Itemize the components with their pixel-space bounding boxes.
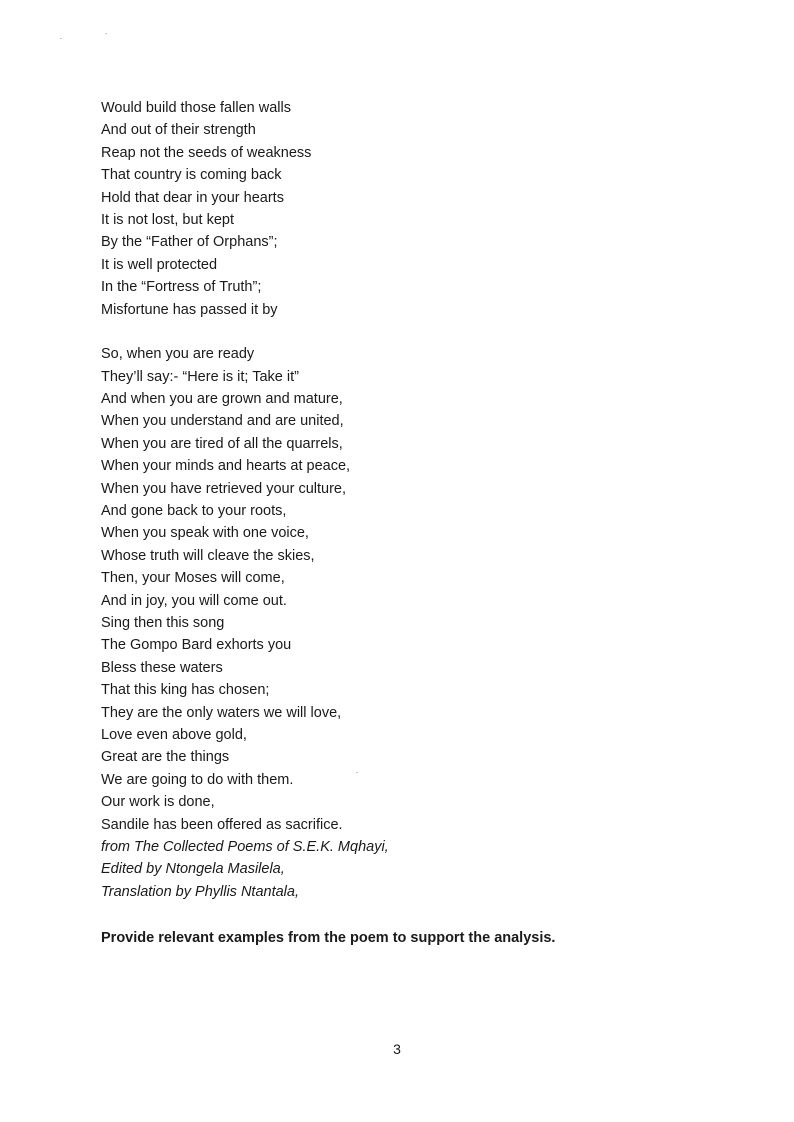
- poem-line: When you have retrieved your culture,: [101, 480, 347, 497]
- poem-citation: [101, 836, 661, 903]
- scan-speck: [60, 38, 62, 39]
- poem-line: They’ll say:- “Here is it; Take it”: [101, 368, 299, 385]
- poem-line: And gone back to your roots,: [101, 503, 287, 520]
- poem-line: And out of their strength: [101, 122, 256, 139]
- poem-line: Then, your Moses will come,: [101, 570, 285, 587]
- poem-line: When you speak with one voice,: [101, 525, 309, 542]
- poem-line: In the “Fortress of Truth”;: [101, 279, 262, 296]
- poem-line: It is well protected: [101, 256, 218, 273]
- poem-line: Reap not the seeds of weakness: [101, 144, 312, 161]
- citation-line: Translation by Phyllis Ntantala,: [101, 883, 299, 900]
- poem-line: Great are the things: [101, 749, 230, 766]
- poem-line: Sing then this song: [101, 614, 225, 631]
- question-prompt: Provide relevant examples from the poem to support the analysis.: [101, 930, 556, 946]
- poem-line: So, when you are ready: [101, 346, 255, 363]
- poem-line: Misfortune has passed it by: [101, 301, 278, 318]
- scan-speck: [356, 772, 358, 773]
- poem-line: Bless these waters: [101, 659, 223, 676]
- poem-line: It is not lost, but kept: [101, 211, 234, 228]
- poem-line: Sandile has been offered as sacrifice.: [101, 816, 343, 833]
- poem-line: That country is coming back: [101, 167, 282, 184]
- scan-speck: [105, 33, 107, 34]
- poem-line: By the “Father of Orphans”;: [101, 234, 278, 251]
- stanza-break: [101, 321, 661, 343]
- poem-stanza-1: [101, 97, 661, 321]
- poem-line: We are going to do with them.: [101, 771, 294, 788]
- poem-stanza-2: [101, 343, 661, 836]
- poem-line: Love even above gold,: [101, 726, 247, 743]
- poem-line: When you understand and are united,: [101, 413, 344, 430]
- poem-line: Hold that dear in your hearts: [101, 189, 284, 206]
- poem-line: That this king has chosen;: [101, 682, 270, 699]
- poem-line: And in joy, you will come out.: [101, 592, 287, 609]
- page-number: 3: [393, 1041, 401, 1057]
- poem-line: And when you are grown and mature,: [101, 391, 343, 408]
- poem-line: The Gompo Bard exhorts you: [101, 637, 292, 654]
- citation-line: from The Collected Poems of S.E.K. Mqhayi,: [101, 838, 389, 855]
- poem-line: Would build those fallen walls: [101, 100, 291, 116]
- poem-line: They are the only waters we will love,: [101, 704, 342, 721]
- poem-line: When your minds and hearts at peace,: [101, 458, 351, 475]
- poem-line: Whose truth will cleave the skies,: [101, 547, 315, 564]
- poem-excerpt: [101, 97, 661, 903]
- poem-line: Our work is done,: [101, 794, 215, 811]
- poem-line: When you are tired of all the quarrels,: [101, 435, 343, 452]
- citation-line: Edited by Ntongela Masilela,: [101, 861, 285, 878]
